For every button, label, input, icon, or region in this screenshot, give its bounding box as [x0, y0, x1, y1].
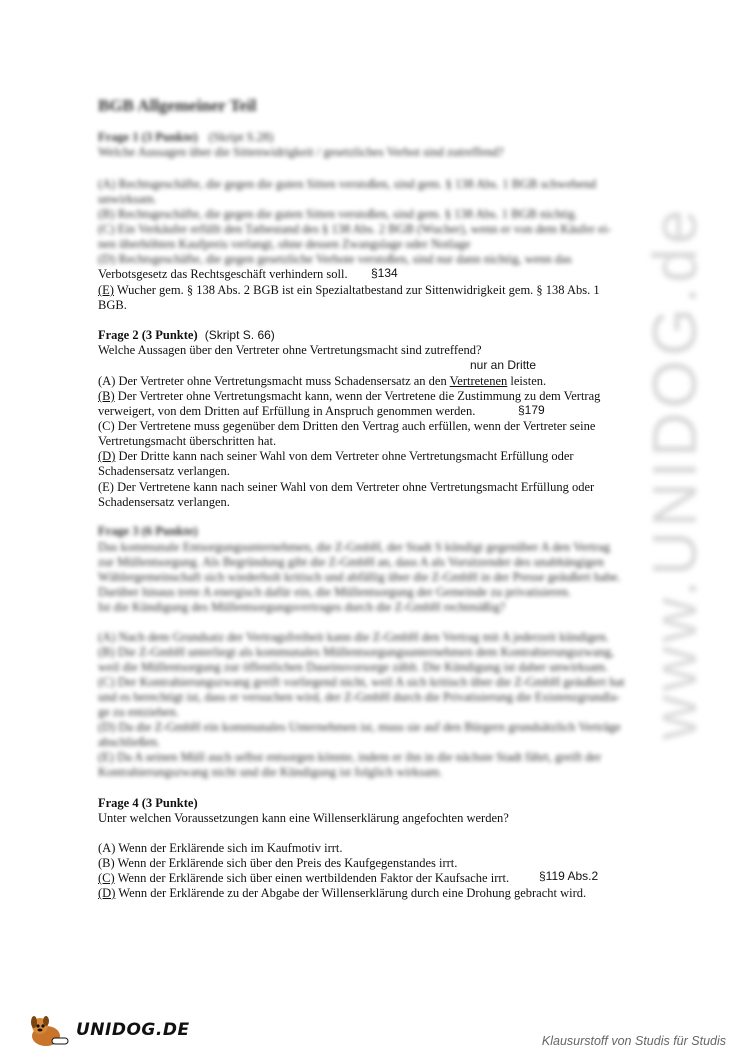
q2-annotation-nur-an-dritte: nur an Dritte [470, 358, 537, 372]
q4-option-c-letter: (C) [98, 871, 115, 885]
q4-option-d-text: Wenn der Erklärende zu der Abgabe der Willenserklärung durch eine Drohung gebracht wird. [118, 886, 587, 900]
q2-annotation-179: §179 [518, 403, 545, 417]
q2-option-e-line2: Schadensersatz verlangen. [98, 495, 230, 509]
unidog-logo[interactable] [26, 1014, 190, 1048]
q3-option-e-line1: (E) Da A seinen Müll auch selbst entsorgen könnte, indem er ihn in die nächste Stadt fährt, greift der [98, 750, 602, 764]
q1-option-e-line1 [98, 283, 600, 298]
q2-option-c-line2: Vertretungsmacht überschritten hat. [98, 434, 277, 448]
q1-option-d-line1: (D) Rechtsgeschäfte, die gegen gesetzliche Verbote verstoßen, sind nur dann nichtig, wenn das [98, 252, 572, 266]
q3-option-b-line2: weil die Müllentsorgung zur öffentlichen Daseinsvorsorge zählt. Die Kündigung ist daher unwirksam. [98, 660, 608, 674]
q2-option-a-pre: (A) Der Vertreter ohne Vertretungsmacht muss Schadensersatz an den [98, 374, 447, 388]
q1-option-a-line1: (A) Rechtsgeschäfte, die gegen die guten Sitten verstoßen, sind gem. § 138 Abs. 1 BGB schwebend [98, 177, 597, 191]
dog-icon [26, 1014, 76, 1048]
q3-option-c-line2: und es berechtigt ist, dass er versuchen wird, der Z-GmbH durch die Privatisierung die Existenzgrundla- [98, 690, 621, 704]
q1-question: Welche Aussagen über die Sittenwidrigkeit / gesetzliches Verbot sind zutreffend? [98, 145, 504, 159]
q3-text-line4: Darüber hinaus trete A energisch dafür ein, die Müllentsorgung der Gemeinde zu privatisieren. [98, 585, 572, 599]
q2-option-b-letter: (B) [98, 389, 115, 403]
q2-option-b-text: Der Vertreter ohne Vertretungsmacht kann, wenn der Vertretene die Zustimmung zu dem Vertrag [117, 389, 601, 403]
q1-option-e-line2: BGB. [98, 298, 127, 312]
q3-heading: Frage 3 (6 Punkte) [98, 524, 198, 538]
q2-heading [98, 328, 275, 343]
q2-option-b-line1 [98, 389, 600, 404]
q2-option-d-line1 [98, 449, 574, 464]
q1-heading [98, 130, 273, 145]
footer-tagline: Klausurstoff von Studis für Studis [541, 1034, 726, 1048]
q4-option-a: (A) Wenn der Erklärende sich im Kaufmotiv irrt. [98, 841, 343, 855]
q2-option-a-post: leisten. [510, 374, 547, 388]
watermark: www.UNIDOG.de [641, 205, 710, 740]
q1-annotation-134: §134 [371, 266, 398, 280]
q1-ref: (Skript S.28) [208, 130, 274, 144]
q1-heading-text: Frage 1 (3 Punkte) [98, 130, 198, 144]
q4-annotation-119: §119 Abs.2 [539, 869, 599, 883]
q1-option-a-line2: unwirksam. [98, 192, 157, 206]
q4-option-d-letter: (D) [98, 886, 116, 900]
q4-option-c-text: Wenn der Erklärende sich über einen wertbildenden Faktor der Kaufsache irrt. [117, 871, 510, 885]
q2-option-b-line2: verweigert, von dem Dritten auf Erfüllung in Anspruch genommen werden. [98, 404, 476, 418]
q2-option-d-line2: Schadensersatz verlangen. [98, 464, 230, 478]
q2-option-e-line1: (E) Der Vertretene kann nach seiner Wahl von dem Vertreter ohne Vertretungsmacht Erfüllung oder [98, 480, 595, 494]
q4-option-b: (B) Wenn der Erklärende sich über den Preis des Kaufgegenstandes irrt. [98, 856, 458, 870]
q2-option-a [98, 374, 546, 389]
q3-text-line3: Wählergemeinschaft sich wiederholt kritisch und abfällig über die Z-GmbH in der Presse geäußert habe. [98, 570, 621, 584]
q3-text-line1: Das kommunale Entsorgungsunternehmen, die Z-GmbH, der Stadt S kündigt gegenüber A den Vertrag [98, 540, 610, 554]
q4-option-c [98, 871, 509, 886]
q3-option-c-line3: ge zu entziehen. [98, 705, 179, 719]
q2-option-c-line1: (C) Der Vertretene muss gegenüber dem Dritten den Vertrag auch erfüllen, wenn der Vertreter seine [98, 419, 596, 433]
q1-option-c-line2: nen überhöhten Kaufpreis verlangt, ohne dessen Zwangslage oder Notlage [98, 237, 471, 251]
q2-question: Welche Aussagen über den Vertreter ohne Vertretungsmacht sind zutreffend? [98, 343, 482, 357]
q3-text-line2: zur Müllentsorgung. Als Begründung gibt die Z-GmbH an, dass A als Vorsitzender des unabhängigen [98, 555, 604, 569]
q3-option-e-line2: Kontrahierungszwang nicht und die Kündigung ist folglich wirksam. [98, 765, 443, 779]
q1-option-b: (B) Rechtsgeschäfte, die gegen die guten Sitten verstoßen, sind gem. § 138 Abs. 1 BGB nichtig. [98, 207, 578, 221]
q1-option-d-line2: Verbotsgesetz das Rechtsgeschäft verhindern soll. [98, 267, 348, 281]
q3-option-a: (A) Nach dem Grundsatz der Vertragsfreiheit kann die Z-GmbH den Vertrag mit A jederzeit kündigen. [98, 630, 609, 644]
q2-heading-text: Frage 2 (3 Punkte) [98, 328, 198, 342]
q4-option-d [98, 886, 586, 901]
q2-option-d-text: Der Dritte kann nach seiner Wahl von dem Vertreter ohne Vertretungsmacht Erfüllung oder [118, 449, 574, 463]
q4-question: Unter welchen Voraussetzungen kann eine Willenserklärung angefochten werden? [98, 811, 509, 825]
q2-option-a-word: Vertretenen [449, 374, 508, 388]
q3-text-line5: Ist die Kündigung des Müllentsorgungsvertrages durch die Z-GmbH rechtmäßig? [98, 600, 506, 614]
logo-text: UNIDOG.DE [76, 1020, 190, 1040]
q2-ref: (Skript S. 66) [204, 328, 275, 342]
q1-option-e-letter: (E) [98, 283, 114, 297]
q3-option-d-line2: abschließen. [98, 735, 161, 749]
q3-option-c-line1: (C) Der Kontrahierungszwang greift vorliegend nicht, weil A sich kritisch über die Z-GmbH geäußert hat [98, 675, 625, 689]
q3-option-d-line1: (D) Da die Z-GmbH ein kommunales Unternehmen ist, muss sie auf den Bürgern grundsätzlich Verträge [98, 720, 621, 734]
q1-option-c-line1: (C) Ein Verkäufer erfüllt den Tatbestand des § 138 Abs. 2 BGB (Wucher), wenn er von dem Käufer ei- [98, 222, 612, 236]
q1-option-e-text: Wucher gem. § 138 Abs. 2 BGB ist ein Spezialtatbestand zur Sittenwidrigkeit gem. § 138 Abs. 1 [116, 283, 600, 297]
q4-heading: Frage 4 (3 Punkte) [98, 796, 198, 810]
q3-option-b-line1: (B) Die Z-GmbH unterliegt als kommunales Müllentsorgungsunternehmen dem Kontrahierungszwang, [98, 645, 614, 659]
q2-option-d-letter: (D) [98, 449, 116, 463]
page-title: BGB Allgemeiner Teil [98, 96, 257, 115]
